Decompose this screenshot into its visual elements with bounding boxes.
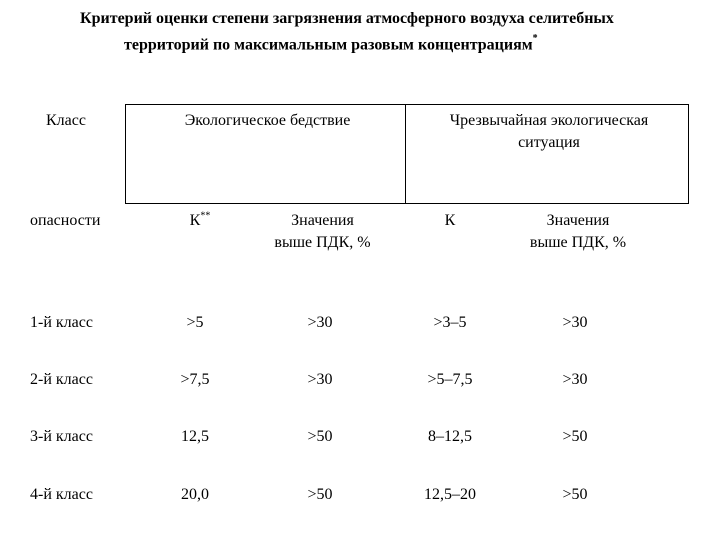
row-1-values1: >30 <box>307 314 333 331</box>
title-line-2-text: территорий по максимальным разовым концентрациям <box>124 36 533 54</box>
header-k2: К <box>444 212 456 229</box>
row-2-values2: >30 <box>562 371 588 388</box>
title-line-2 <box>124 30 538 56</box>
row-3-k1: 12,5 <box>181 428 209 445</box>
title-line-1: Критерий оценки степени загрязнения атмосферного воздуха селитебных <box>80 10 614 27</box>
header-k1-footnote-mark: ** <box>200 210 211 222</box>
row-4-k1: 20,0 <box>181 486 209 503</box>
title-footnote-mark: * <box>532 33 538 44</box>
row-3-k2: 8–12,5 <box>428 428 472 445</box>
row-3-values2: >50 <box>562 428 588 445</box>
header-group-emergency-line-1: Чрезвычайная экологическая <box>449 112 649 129</box>
row-3-values1: >50 <box>307 428 333 445</box>
header-group-divider <box>405 104 406 204</box>
row-1-k1: >5 <box>186 314 204 331</box>
header-group-ecological-disaster: Экологическое бедствие <box>184 112 351 129</box>
header-values1-line-1: Значения <box>291 212 354 229</box>
header-values2-line-2: выше ПДК, % <box>529 234 627 251</box>
header-values2-line-1: Значения <box>546 212 610 229</box>
header-hazard-label: опасности <box>30 212 101 229</box>
header-group-emergency-line-2: ситуация <box>518 134 580 151</box>
row-2-values1: >30 <box>307 371 333 388</box>
row-3-class: 3-й класс <box>30 428 93 445</box>
row-4-values2: >50 <box>562 486 588 503</box>
header-class-label: Класс <box>46 112 86 129</box>
row-4-class: 4-й класс <box>30 486 93 503</box>
row-2-class: 2-й класс <box>30 371 93 388</box>
header-values1-line-2: выше ПДК, % <box>274 234 371 251</box>
row-1-class: 1-й класс <box>30 314 93 331</box>
row-4-k2: 12,5–20 <box>424 486 476 503</box>
row-4-values1: >50 <box>307 486 333 503</box>
row-1-k2: >3–5 <box>433 314 467 331</box>
row-2-k1: >7,5 <box>180 371 210 388</box>
row-2-k2: >5–7,5 <box>427 371 473 388</box>
header-k1-text: К <box>189 212 201 229</box>
row-1-values2: >30 <box>562 314 588 331</box>
header-k1 <box>170 210 230 232</box>
